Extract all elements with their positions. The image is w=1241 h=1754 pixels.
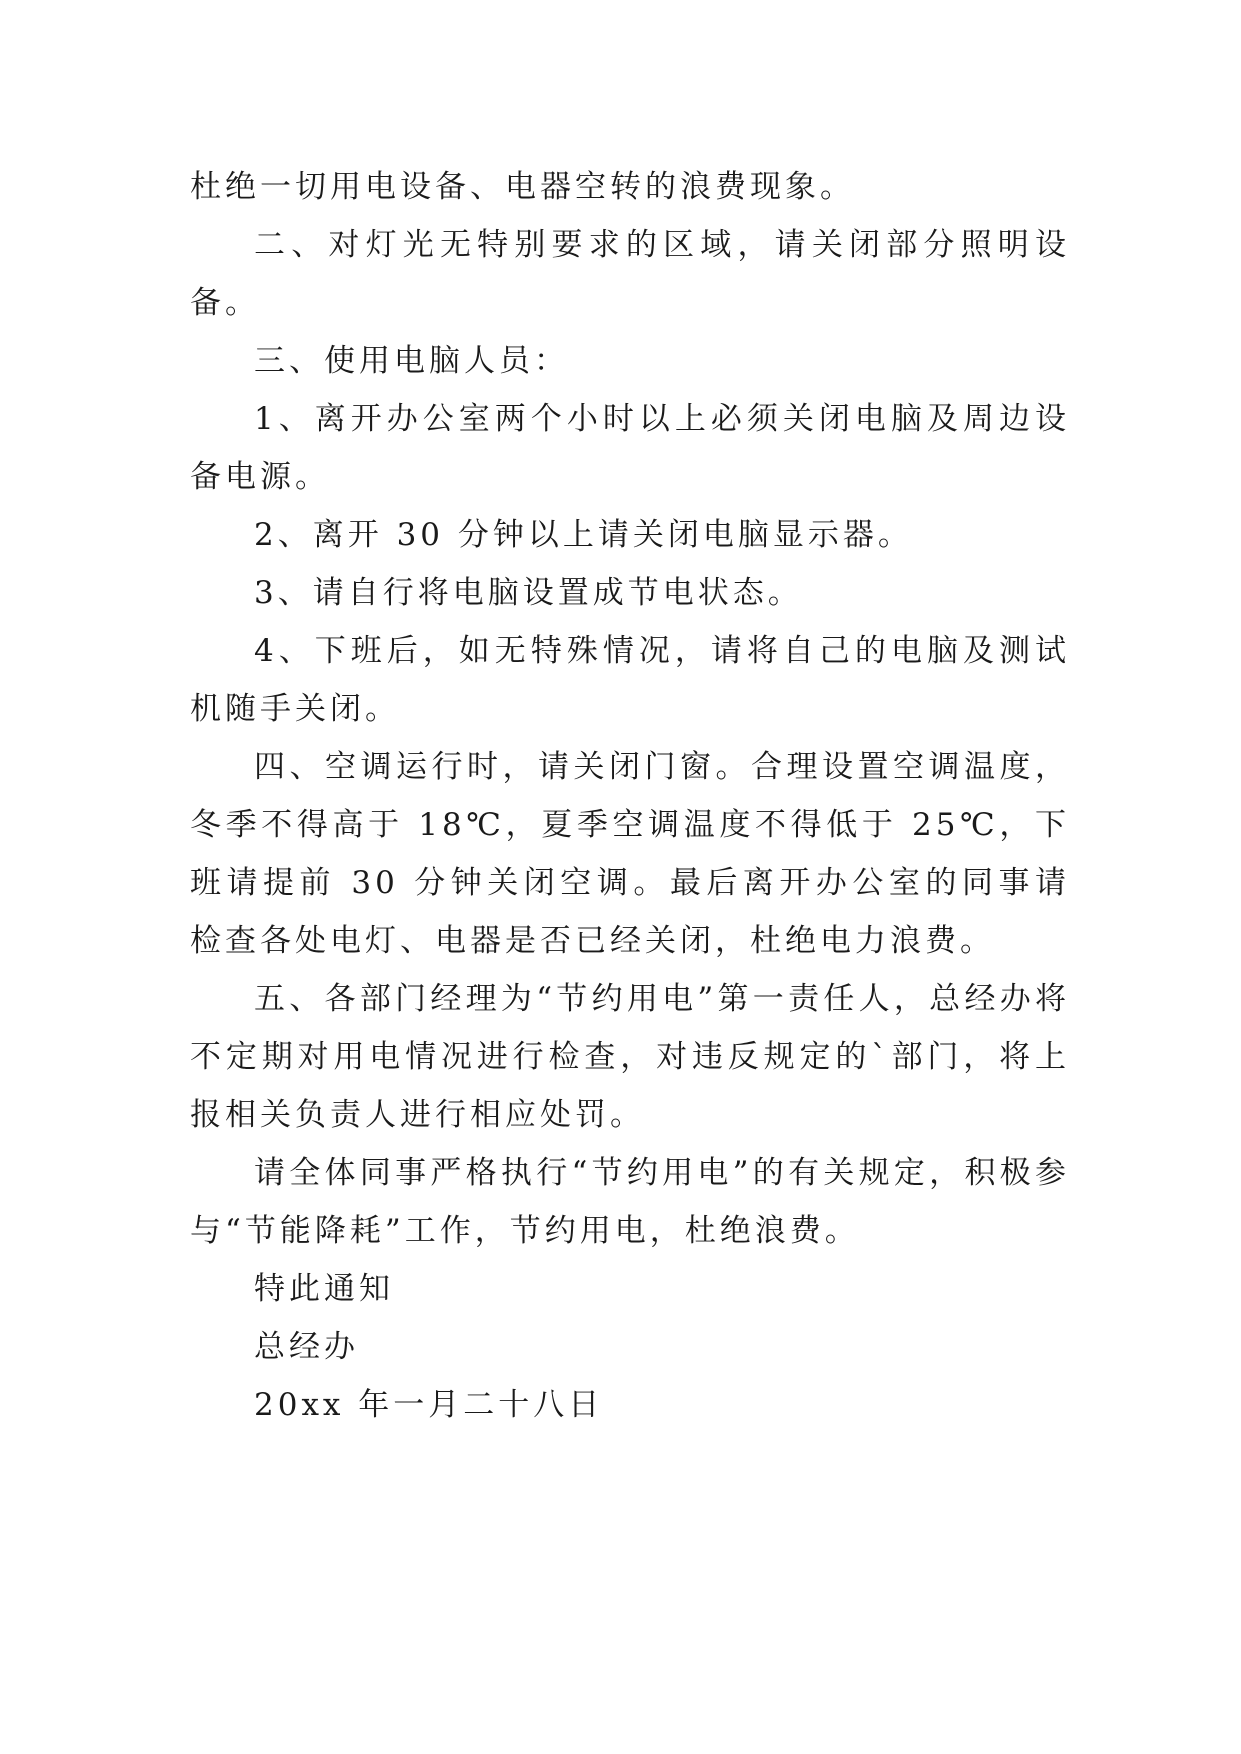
paragraph: 3、请自行将电脑设置成节电状态。 bbox=[254, 575, 803, 611]
paragraph: 1、离开办公室两个小时以上必须关闭电脑及周边设备电源。 bbox=[190, 401, 1070, 495]
closing-notice: 特此通知 bbox=[254, 1271, 394, 1307]
paragraph: 四、空调运行时，请关闭门窗。合理设置空调温度，冬季不得高于 18℃，夏季空调温度不得低于 25℃，下班请提前 30 分钟关闭空调。最后离开办公室的同事请检查各处电灯、电器是否已经关闭，杜绝电力浪费。 bbox=[190, 749, 1070, 959]
paragraph: 二、对灯光无特别要求的区域，请关闭部分照明设备。 bbox=[190, 227, 1070, 321]
paragraph: 4、下班后，如无特殊情况，请将自己的电脑及测试机随手关闭。 bbox=[190, 633, 1070, 727]
paragraph: 五、各部门经理为“节约用电”第一责任人，总经办将不定期对用电情况进行检查，对违反规定的`部门，将上报相关负责人进行相应处罚。 bbox=[190, 981, 1070, 1133]
document-body bbox=[190, 158, 1070, 1434]
paragraph: 杜绝一切用电设备、电器空转的浪费现象。 bbox=[190, 169, 855, 205]
issuer: 总经办 bbox=[254, 1329, 359, 1365]
paragraph: 三、使用电脑人员： bbox=[254, 343, 569, 379]
date: 20xx 年一月二十八日 bbox=[254, 1387, 604, 1423]
paragraph: 2、离开 30 分钟以上请关闭电脑显示器。 bbox=[254, 517, 913, 553]
paragraph: 请全体同事严格执行“节约用电”的有关规定，积极参与“节能降耗”工作，节约用电，杜绝浪费。 bbox=[190, 1155, 1070, 1249]
